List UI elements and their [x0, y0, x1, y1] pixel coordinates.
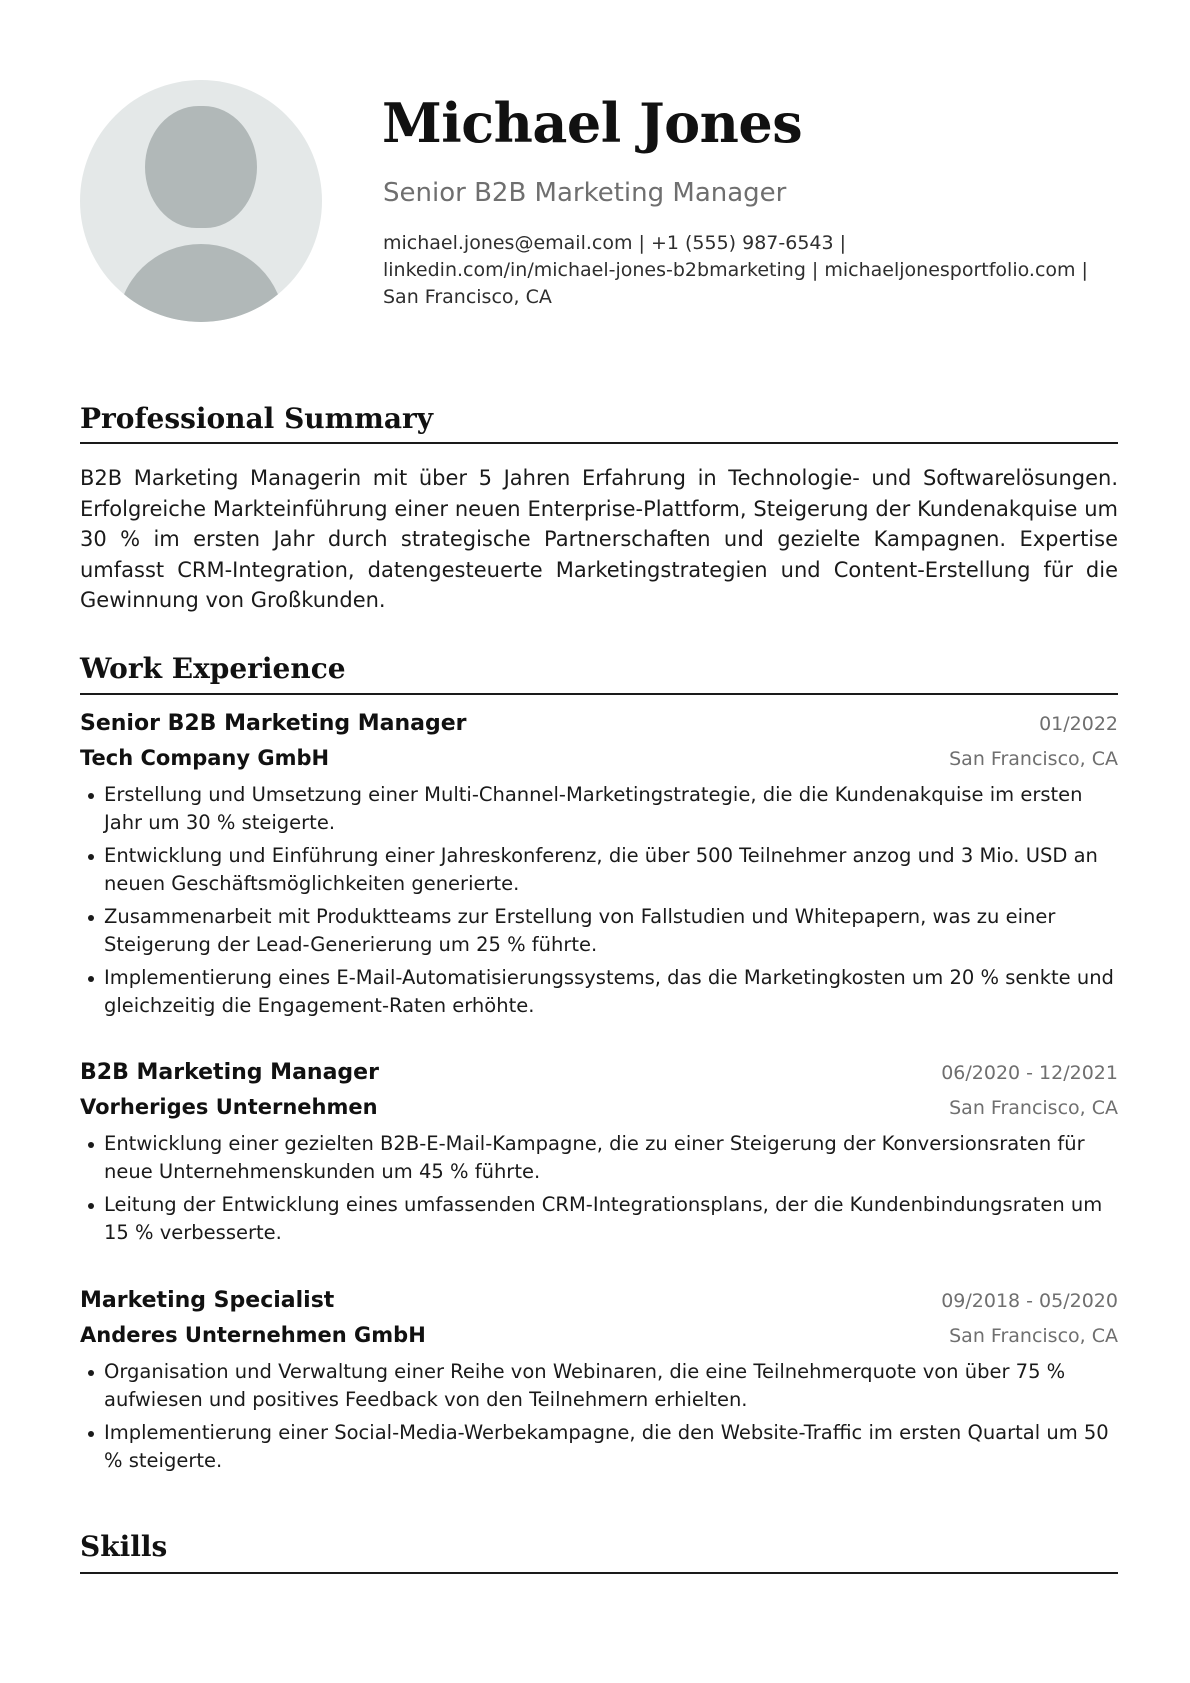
contact-line-1: michael.jones@email.com | +1 (555) 987-6543 | [383, 232, 847, 254]
avatar-head-shape [145, 106, 257, 228]
job-location: San Francisco, CA [949, 1325, 1118, 1347]
section-title-summary: Professional Summary [80, 402, 434, 435]
avatar-body-shape [118, 244, 284, 322]
candidate-headline: Senior B2B Marketing Manager [383, 178, 787, 208]
job-location: San Francisco, CA [949, 748, 1118, 770]
job-subheader [80, 746, 1118, 781]
job-bullets [80, 1130, 1118, 1247]
job-subheader [80, 1095, 1118, 1130]
job-header [80, 711, 1118, 746]
candidate-name: Michael Jones [382, 91, 803, 155]
job-title: B2B Marketing Manager [80, 1060, 379, 1085]
job-subheader [80, 1323, 1118, 1358]
section-divider [80, 1572, 1118, 1574]
job-date: 01/2022 [1039, 713, 1118, 735]
bullet-item: Erstellung und Umsetzung einer Multi-Channel-Marketingstrategie, die die Kundenakquise im ersten Jahr um 30 % steigerte. [80, 781, 1118, 837]
avatar-placeholder-icon [80, 80, 322, 322]
job-entry [80, 1288, 1118, 1480]
job-header [80, 1288, 1118, 1323]
section-divider [80, 693, 1118, 695]
job-header [80, 1060, 1118, 1095]
section-title-skills: Skills [80, 1530, 168, 1563]
bullet-item: Leitung der Entwicklung eines umfassenden CRM-Integrationsplans, der die Kundenbindungsraten um 15 % verbesserte. [80, 1191, 1118, 1247]
summary-text: B2B Marketing Managerin mit über 5 Jahren Erfahrung in Technologie- und Softwarelösungen. Erfolgreiche Markteinführung einer neuen Enterprise-Plattform, Steigerung der Kundenakquise um 30 % im ersten Jahr durch strategische Partnerschaften und gezielte Kampagnen. Expertise umfasst CRM-Integration, datengesteuerte Marketingstrategien und Content-Erstellung für die Gewinnung von Großkunden. [80, 466, 1118, 612]
bullet-item: Implementierung einer Social-Media-Werbekampagne, die den Website-Traffic im ersten Quartal um 50 % steigerte. [80, 1419, 1118, 1475]
job-location: San Francisco, CA [949, 1097, 1118, 1119]
job-company: Vorheriges Unternehmen [80, 1095, 378, 1119]
contact-line-3: San Francisco, CA [383, 286, 552, 308]
bullet-item: Entwicklung und Einführung einer Jahreskonferenz, die über 500 Teilnehmer anzog und 3 Mio. USD an neuen Geschäftsmöglichkeiten generierte. [80, 842, 1118, 898]
job-title: Marketing Specialist [80, 1288, 335, 1313]
job-bullets [80, 1358, 1118, 1475]
job-title: Senior B2B Marketing Manager [80, 711, 467, 736]
job-company: Anderes Unternehmen GmbH [80, 1323, 426, 1347]
job-company: Tech Company GmbH [80, 746, 330, 770]
section-title-experience: Work Experience [80, 652, 346, 685]
contact-line-2: linkedin.com/in/michael-jones-b2bmarketing | michaeljonesportfolio.com | [383, 259, 1088, 281]
bullet-item: Organisation und Verwaltung einer Reihe von Webinaren, die eine Teilnehmerquote von über 75 % aufwiesen und positives Feedback von den Teilnehmern erhielten. [80, 1358, 1118, 1414]
section-divider [80, 442, 1118, 444]
bullet-item: Entwicklung einer gezielten B2B-E-Mail-Kampagne, die zu einer Steigerung der Konversionsraten für neue Unternehmenskunden um 45 % führte. [80, 1130, 1118, 1186]
bullet-item: Implementierung eines E-Mail-Automatisierungssystems, das die Marketingkosten um 20 % senkte und gleichzeitig die Engagement-Raten erhöhte. [80, 964, 1118, 1020]
bullet-item: Zusammenarbeit mit Produktteams zur Erstellung von Fallstudien und Whitepapern, was zu einer Steigerung der Lead-Generierung um 25 % führte. [80, 903, 1118, 959]
contact-info [383, 230, 1123, 311]
job-entry [80, 1060, 1118, 1252]
job-entry [80, 711, 1118, 1025]
job-bullets [80, 781, 1118, 1020]
job-date: 06/2020 - 12/2021 [941, 1062, 1118, 1084]
job-date: 09/2018 - 05/2020 [941, 1290, 1118, 1312]
